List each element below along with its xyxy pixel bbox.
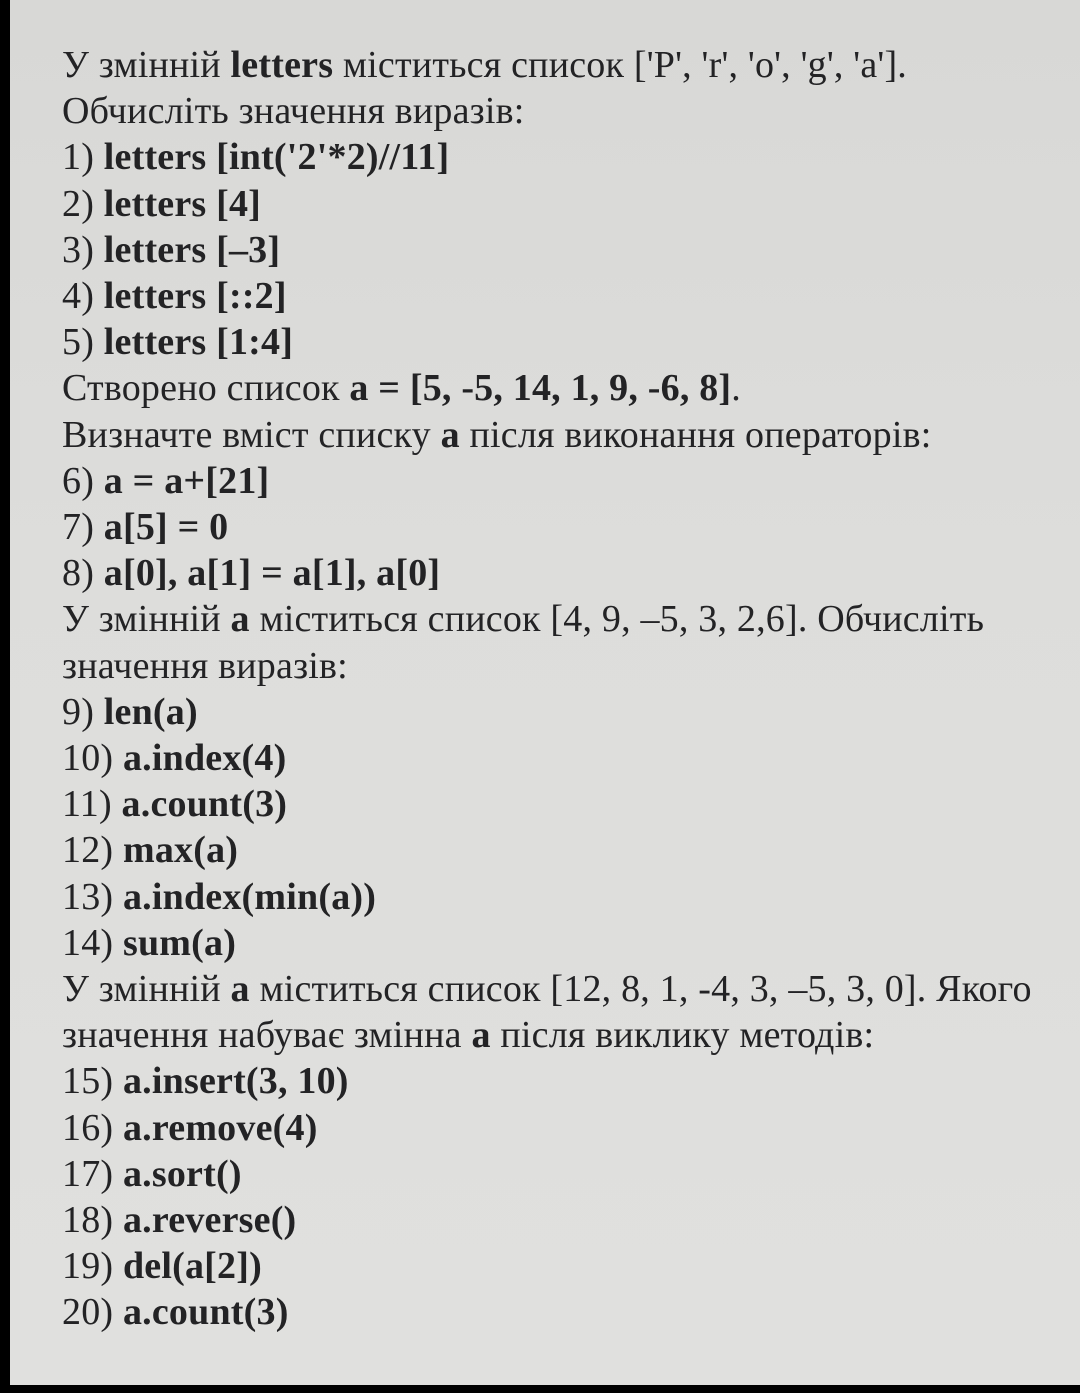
section3-instruction: значення виразів: [62, 644, 348, 687]
list-item: 2) letters [4] [62, 182, 262, 225]
paper-sheet [10, 0, 1080, 1385]
section2-intro-expr: a = [5, -5, 14, 1, 9, -6, 8] [349, 367, 732, 410]
section2-intro: Створено список a = [5, -5, 14, 1, 9, -6, 8]. [62, 367, 741, 410]
list-item: 13) a.index(min(a)) [62, 875, 377, 918]
list-item: 1) letters [int('2'*2)//11] [62, 136, 450, 179]
list-item: 8) a[0], a[1] = a[1], a[0] [62, 552, 441, 595]
section4-instruction: значення набуває змінна a після виклику методів: [62, 1014, 875, 1057]
section3-intro: У змінній a міститься список [4, 9, –5, 3, 2,6]. Обчисліть [62, 598, 985, 641]
section2-instruction: Визначте вміст списку a після виконання операторів: [62, 413, 932, 456]
list-item: 16) a.remove(4) [62, 1106, 318, 1149]
list-item: 11) a.count(3) [62, 783, 288, 826]
section1-intro-var: letters [230, 44, 334, 86]
list-item: 12) max(a) [62, 829, 239, 872]
list-item: 14) sum(a) [62, 921, 237, 964]
list-item: 4) letters [::2] [62, 275, 287, 318]
list-item: 9) len(a) [62, 690, 198, 733]
list-item: 15) a.insert(3, 10) [62, 1060, 349, 1103]
list-item: 3) letters [–3] [62, 228, 281, 271]
list-item: 18) a.reverse() [62, 1199, 297, 1242]
list-item: 5) letters [1:4] [62, 321, 294, 364]
section1-intro: У змінній letters міститься список ['P', 'r', 'o', 'g', 'a']. [62, 44, 907, 86]
section1-instruction: Обчисліть значення виразів: [62, 90, 525, 133]
list-item: 17) a.sort() [62, 1152, 242, 1195]
list-item: 10) a.index(4) [62, 737, 287, 780]
exercise-text [62, 42, 1072, 1336]
section4-intro: У змінній a міститься список [12, 8, 1, -4, 3, –5, 3, 0]. Якого [62, 968, 1032, 1011]
list-item: 19) del(a[2]) [62, 1245, 262, 1288]
list-item: 20) a.count(3) [62, 1291, 289, 1334]
list-item: 7) a[5] = 0 [62, 506, 229, 549]
list-item: 6) a = a+[21] [62, 459, 270, 502]
